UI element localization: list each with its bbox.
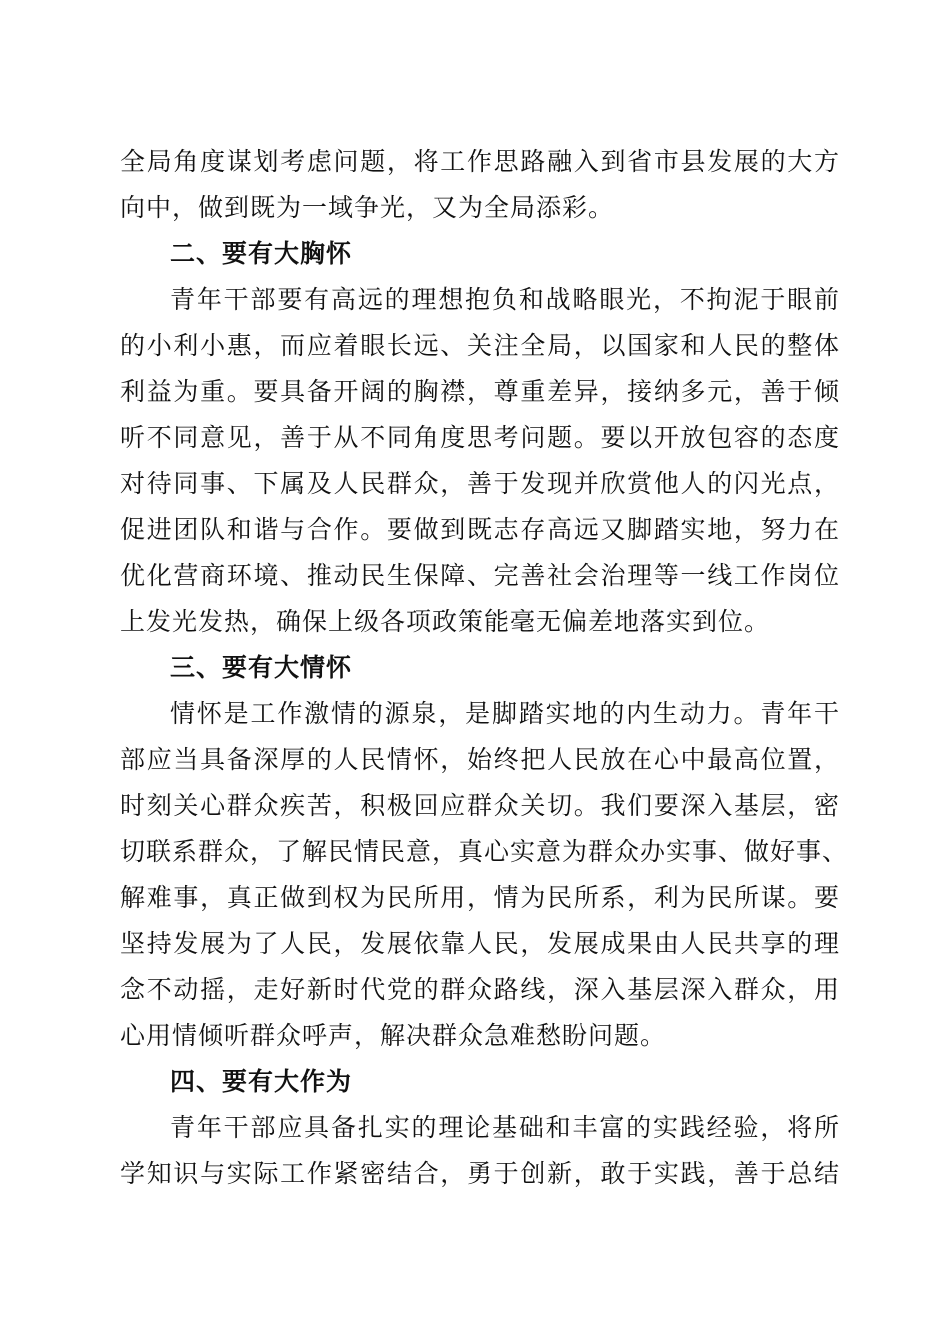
text-line: 青年干部应具备扎实的理论基础和丰富的实践经验，将所 xyxy=(170,1113,840,1142)
text-line: 的小利小惠，而应着眼长远、关注全局，以国家和人民的整体 xyxy=(120,331,840,360)
text-line: 念不动摇，走好新时代党的群众路线，深入基层深入群众，用 xyxy=(120,975,840,1004)
section-heading: 三、要有大情怀 xyxy=(170,653,353,682)
text-line: 优化营商环境、推动民生保障、完善社会治理等一线工作岗位 xyxy=(120,561,840,590)
text-line: 促进团队和谐与合作。要做到既志存高远又脚踏实地，努力在 xyxy=(120,515,840,544)
text-line: 全局角度谋划考虑问题，将工作思路融入到省市县发展的大方 xyxy=(120,147,840,176)
text-line: 听不同意见，善于从不同角度思考问题。要以开放包容的态度 xyxy=(120,423,840,452)
text-line: 利益为重。要具备开阔的胸襟，尊重差异，接纳多元，善于倾 xyxy=(120,377,840,406)
text-line: 学知识与实际工作紧密结合，勇于创新，敢于实践，善于总结 xyxy=(120,1159,840,1188)
section-heading: 二、要有大胸怀 xyxy=(170,239,353,268)
text-line: 对待同事、下属及人民群众，善于发现并欣赏他人的闪光点， xyxy=(120,469,840,498)
text-line: 心用情倾听群众呼声，解决群众急难愁盼问题。 xyxy=(120,1021,667,1050)
text-line: 时刻关心群众疾苦，积极回应群众关切。我们要深入基层，密 xyxy=(120,791,840,820)
text-line: 解难事，真正做到权为民所用，情为民所系，利为民所谋。要 xyxy=(120,883,840,912)
text-line: 情怀是工作激情的源泉，是脚踏实地的内生动力。青年干 xyxy=(170,699,840,728)
text-line: 青年干部要有高远的理想抱负和战略眼光，不拘泥于眼前 xyxy=(170,285,840,314)
text-line: 部应当具备深厚的人民情怀，始终把人民放在心中最高位置， xyxy=(120,745,840,774)
section-heading: 四、要有大作为 xyxy=(170,1067,353,1096)
text-line: 上发光发热，确保上级各项政策能毫无偏差地落实到位。 xyxy=(120,607,771,636)
text-line: 切联系群众，了解民情民意，真心实意为群众办实事、做好事、 xyxy=(120,837,849,866)
text-line: 坚持发展为了人民，发展依靠人民，发展成果由人民共享的理 xyxy=(120,929,840,958)
text-line: 向中，做到既为一域争光，又为全局添彩。 xyxy=(120,193,615,222)
